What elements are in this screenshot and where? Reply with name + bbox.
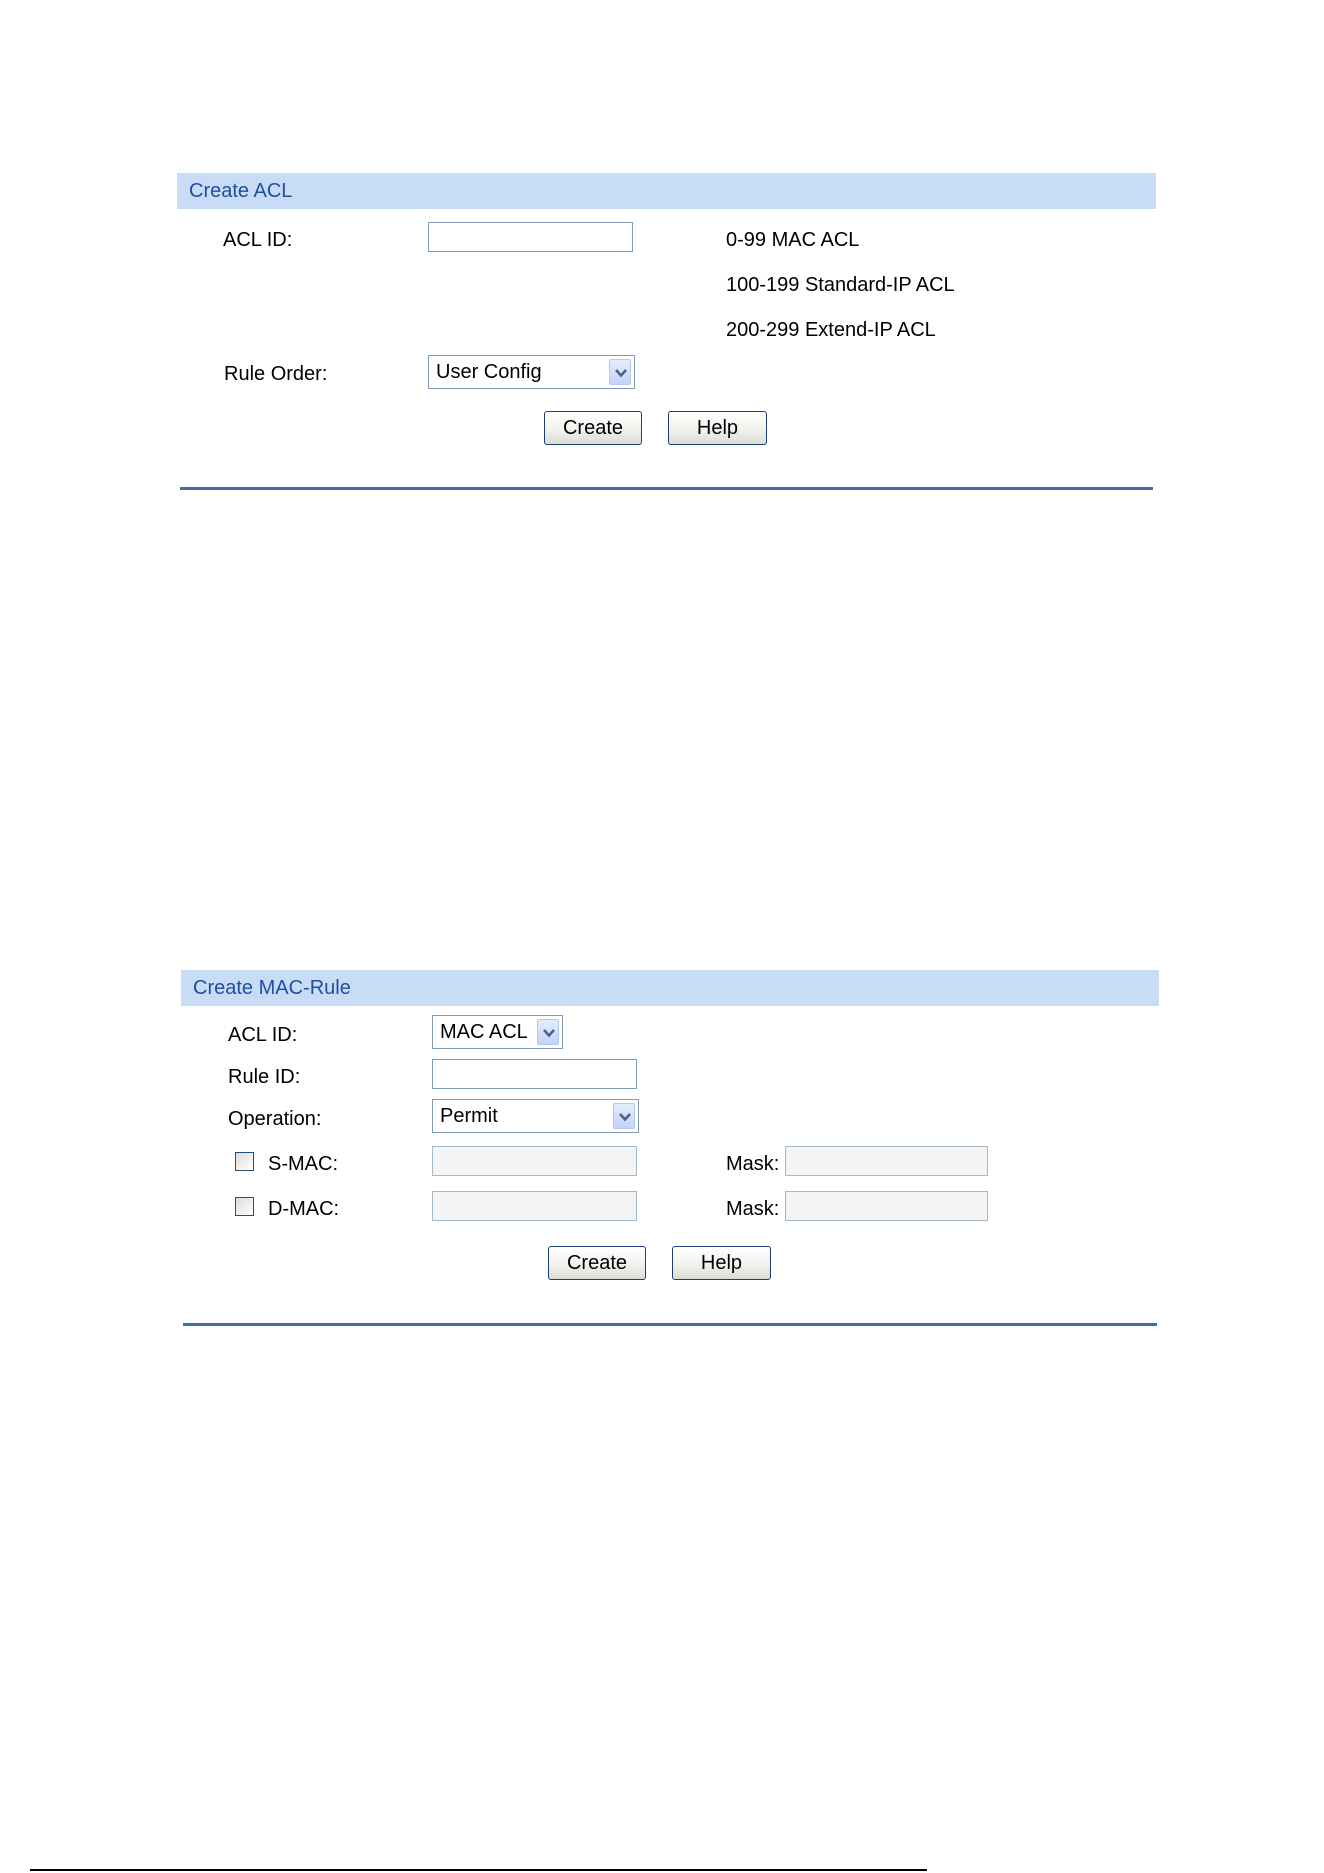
create-mac-rule-divider [183, 1323, 1157, 1326]
dmac-checkbox[interactable] [235, 1197, 254, 1216]
create-acl-divider [180, 487, 1153, 490]
smac-label: S-MAC: [268, 1153, 338, 1175]
operation-value: Permit [440, 1105, 498, 1127]
dmac-label: D-MAC: [268, 1198, 340, 1220]
chevron-down-icon[interactable] [613, 1103, 635, 1129]
rule-order-label: Rule Order: [224, 363, 328, 385]
smac-mask-label: Mask: [726, 1153, 780, 1175]
acl-range-hint-extend-ip: 200-299 Extend-IP ACL [726, 319, 936, 341]
dmac-mask-label: Mask: [726, 1198, 780, 1220]
rule-order-value: User Config [436, 361, 542, 383]
acl-id-label: ACL ID: [223, 229, 293, 251]
rule-id-label: Rule ID: [228, 1066, 301, 1088]
mac-rule-acl-id-label: ACL ID: [228, 1024, 298, 1046]
create-acl-help-button[interactable]: Help [668, 411, 767, 445]
create-mac-rule-button[interactable]: Create [548, 1246, 646, 1280]
acl-range-hint-standard-ip: 100-199 Standard-IP ACL [726, 274, 955, 296]
rule-order-select[interactable] [428, 355, 635, 389]
acl-range-hint-mac: 0-99 MAC ACL [726, 229, 860, 251]
smac-checkbox[interactable] [235, 1152, 254, 1171]
create-acl-header [177, 173, 1156, 209]
page-footer-line [30, 1869, 927, 1871]
dmac-mask-input[interactable] [785, 1191, 988, 1221]
mac-rule-acl-id-value: MAC ACL [440, 1021, 528, 1043]
operation-select[interactable] [432, 1099, 639, 1133]
mac-rule-acl-id-select[interactable] [432, 1015, 563, 1049]
dmac-input[interactable] [432, 1191, 637, 1221]
chevron-down-icon[interactable] [609, 359, 631, 385]
create-mac-rule-header [181, 970, 1159, 1006]
create-acl-button[interactable]: Create [544, 411, 642, 445]
create-acl-title: Create ACL [189, 180, 293, 202]
smac-mask-input[interactable] [785, 1146, 988, 1176]
rule-id-input[interactable] [432, 1059, 637, 1089]
acl-id-input[interactable] [428, 222, 633, 252]
chevron-down-icon[interactable] [537, 1019, 559, 1045]
smac-input[interactable] [432, 1146, 637, 1176]
create-mac-rule-help-button[interactable]: Help [672, 1246, 771, 1280]
create-mac-rule-title: Create MAC-Rule [193, 977, 351, 999]
operation-label: Operation: [228, 1108, 322, 1130]
